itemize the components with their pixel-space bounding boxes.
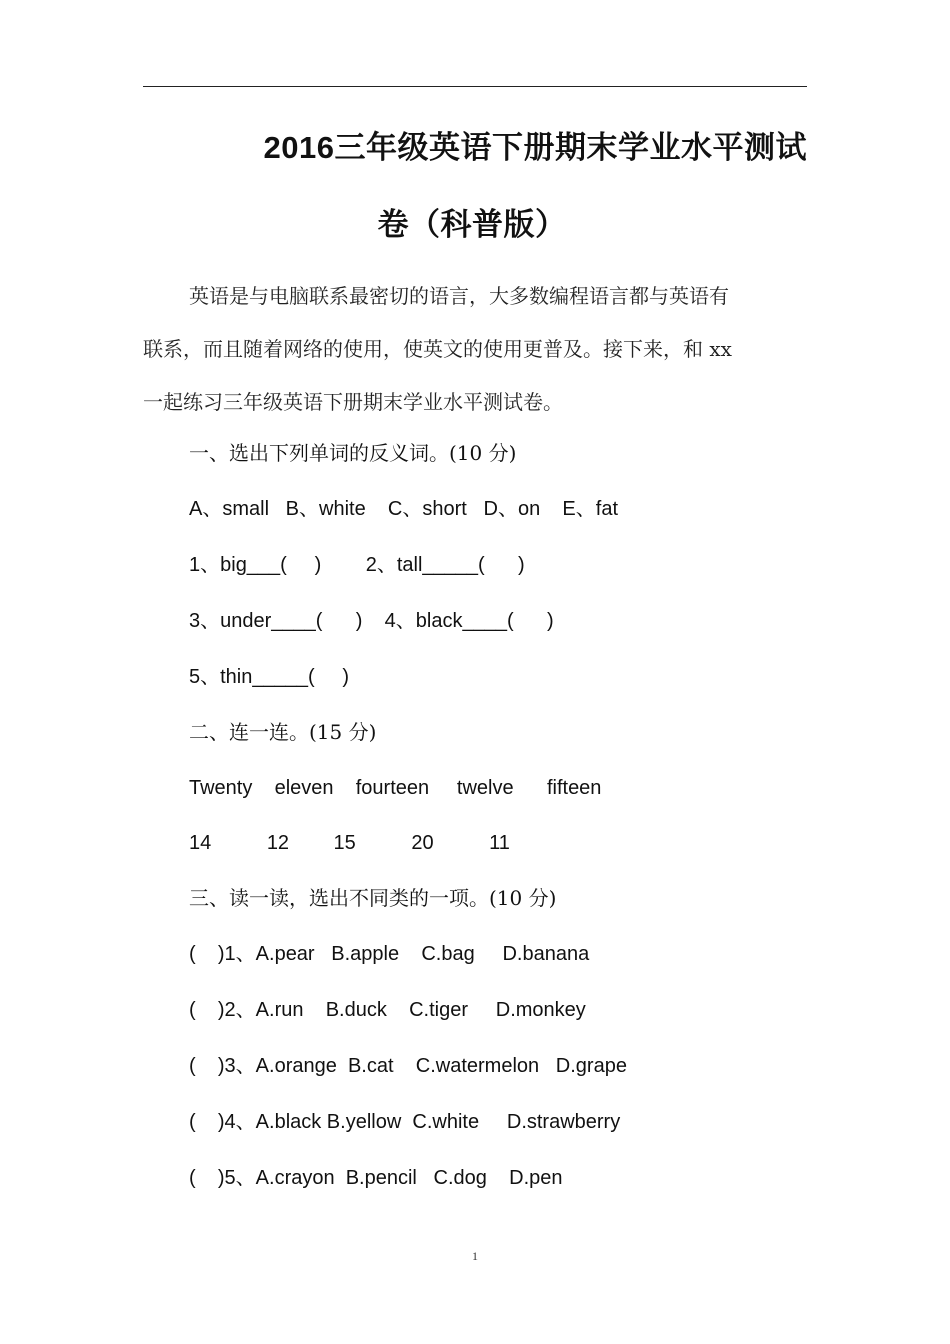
section2-words: Twenty eleven fourteen twelve fifteen [189, 777, 602, 799]
list-item: ( )1、A.pear B.apple C.bag D.banana [189, 943, 590, 965]
section3-heading: 三、读一读，选出不同类的一项。(10 分) [189, 886, 557, 910]
section1-options: A、small B、white C、short D、on E、fat [189, 498, 619, 520]
document-title-line2: 卷（科普版） [377, 207, 567, 242]
list-item: ( )5、A.crayon B.pencil C.dog D.pen [189, 1167, 563, 1189]
intro-line-2: 联系，而且随着网络的使用，使英文的使用更普及。接下来，和 xx [143, 337, 732, 361]
intro-line-3: 一起练习三年级英语下册期末学业水平测试卷。 [143, 390, 563, 414]
list-item: ( )4、A.black B.yellow C.white D.strawberry [189, 1111, 621, 1133]
list-item: ( )3、A.orange B.cat C.watermelon D.grape [189, 1055, 627, 1077]
list-item: ( )2、A.run B.duck C.tiger D.monkey [189, 999, 586, 1021]
section1-questions-3-4: 3、under____( ) 4、black____( ) [189, 610, 554, 632]
intro-line-1: 英语是与电脑联系最密切的语言，大多数编程语言都与英语有 [189, 284, 729, 308]
page-number: 1 [472, 1249, 478, 1263]
header-rule [143, 86, 807, 87]
section2-heading: 二、连一连。(15 分) [189, 720, 377, 744]
document-title-line1: 2016三年级英语下册期末学业水平测试 [263, 130, 807, 165]
section1-heading: 一、选出下列单词的反义词。(10 分) [189, 441, 517, 465]
section1-question-5: 5、thin_____( ) [189, 666, 350, 688]
section1-questions-1-2: 1、big___( ) 2、tall_____( ) [189, 554, 525, 576]
section2-numbers: 14 12 15 20 11 [189, 832, 510, 854]
